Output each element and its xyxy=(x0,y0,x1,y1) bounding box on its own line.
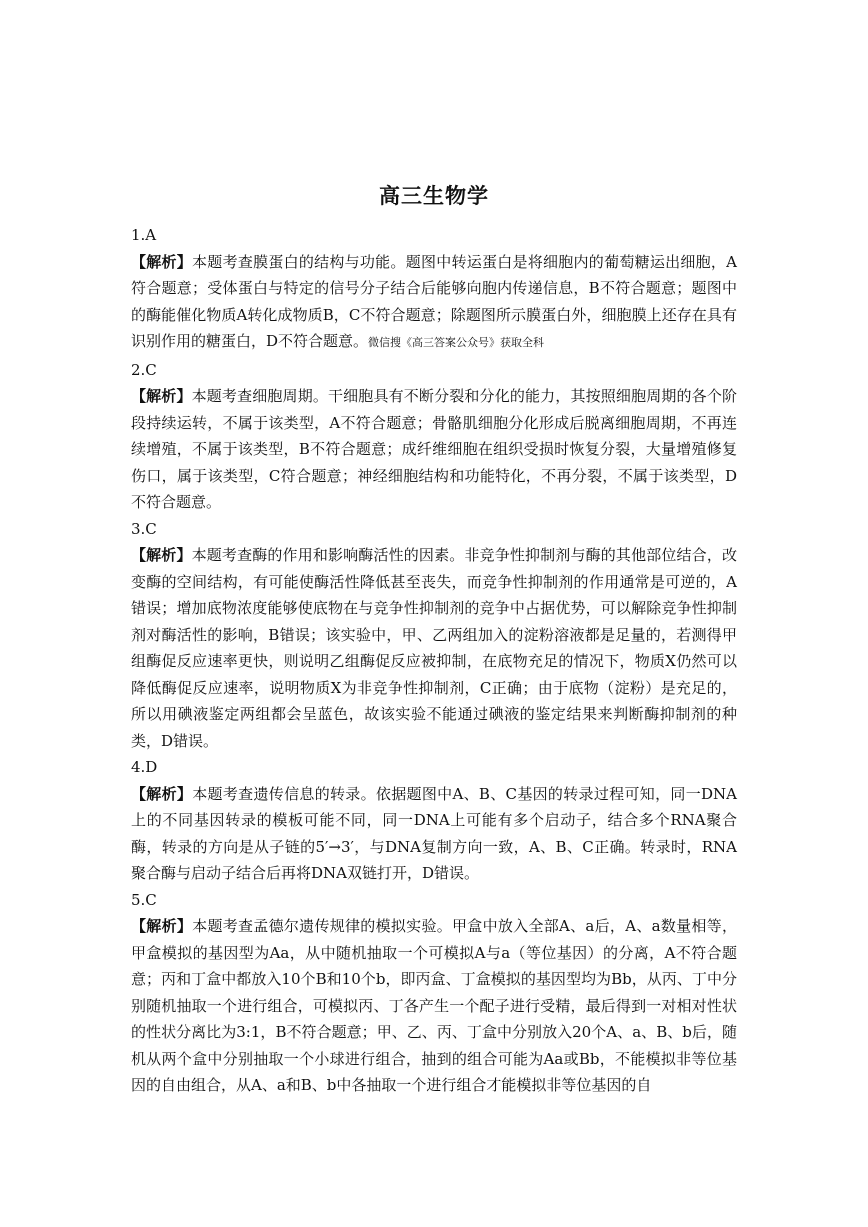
source-note: 微信搜《高三答案公众号》获取全科 xyxy=(368,336,545,349)
question-number: 4.D xyxy=(131,758,158,776)
question-number: 5.C xyxy=(131,890,157,909)
explanation-text: 本题考查酶的作用和影响酶活性的因素。非竞争性抑制剂与酶的其他部位结合，改变酶的空间结构，有可能使酶活性降低甚至丧失，而竞争性抑制剂的作用通常是可逆的，A错误；增加底物浓度能够使底物在与竞争性抑制剂的竞争中占据优势，可以解除竞争性抑制剂对酶活性的影响，B错误；该实验中，甲、乙两组加入的淀粉溶液都是足量的，若测得甲组酶促反应速率更快，则说明乙组酶促反应被抑制，在底物充足的情况下，物质X仍然可以降低酶促反应速率，说明物质X为非竞争性抑制剂，C正确；由于底物（淀粉）是充足的，所以用碘液鉴定两组都会呈蓝色，故该实验不能通过碘液的鉴定结果来判断酶抑制剂的种类，D错误。 xyxy=(131,546,737,750)
question-block-3 xyxy=(131,516,737,755)
explanation-text: 本题考查细胞周期。干细胞具有不断分裂和分化的能力，其按照细胞周期的各个阶段持续运转，不属于该类型，A不符合题意；骨骼肌细胞分化形成后脱离细胞周期，不再连续增殖，不属于该类型，B不符合题意；成纤维细胞在组织受损时恢复分裂，大量增殖修复伤口，属于该类型，C符合题意；神经细胞结构和功能特化，不再分裂，不属于该类型，D不符合题意。 xyxy=(131,387,737,511)
analysis-tag: 【解析】 xyxy=(131,387,192,405)
question-explanation xyxy=(131,249,737,357)
answer-content xyxy=(131,222,737,1099)
analysis-tag: 【解析】 xyxy=(131,784,193,803)
analysis-tag: 【解析】 xyxy=(131,252,193,271)
explanation-text: 本题考查膜蛋白的结构与功能。题图中转运蛋白是将细胞内的葡萄糖运出细胞，A符合题意；受体蛋白与特定的信号分子结合后能够向胞内传递信息，B不符合题意；题图中的酶能催化物质A转化成物质B，C不符合题意；除题图所示膜蛋白外，细胞膜上还存在具有识别作用的糖蛋白，D不符合题意。 xyxy=(131,252,737,350)
question-block-4 xyxy=(131,754,737,887)
question-explanation xyxy=(131,383,737,516)
question-number: 3.C xyxy=(131,519,157,538)
page-title: 高三生物学 xyxy=(379,184,489,208)
question-number: 2.C xyxy=(131,360,157,379)
question-explanation xyxy=(131,542,737,754)
explanation-text: 本题考查遗传信息的转录。依据题图中A、B、C基因的转录过程可知，同一DNA上的不同基因转录的模板可能不同，同一DNA上可能有多个启动子，结合多个RNA聚合酶，转录的方向是从子链的5′→3′，与DNA复制方向一致，A、B、C正确。转录时，RNA聚合酶与启动子结合后再将DNA双链打开，D错误。 xyxy=(131,784,737,882)
question-block-2 xyxy=(131,357,737,516)
question-explanation xyxy=(131,913,737,1099)
explanation-text: 本题考查孟德尔遗传规律的模拟实验。甲盒中放入全部A、a后，A、a数量相等，甲盒模拟的基因型为Aa，从中随机抽取一个可模拟A与a（等位基因）的分离，A不符合题意；丙和丁盒中都放入10个B和10个b，即丙盒、丁盒模拟的基因型均为Bb，从丙、丁中分别随机抽取一个进行组合，可模拟丙、丁各产生一个配子进行受精，最后得到一对相对性状的性状分离比为3:1，B不符合题意；甲、乙、丙、丁盒中分别放入20个A、a、B、b后，随机从两个盒中分别抽取一个小球进行组合，抽到的组合可能为Aa或Bb，不能模拟非等位基因的自由组合，从A、a和B、b中各抽取一个进行组合才能模拟非等位基因的自 xyxy=(131,917,737,1094)
question-block-1 xyxy=(131,222,737,357)
question-number: 1.A xyxy=(131,226,157,244)
question-block-5 xyxy=(131,887,737,1099)
question-explanation xyxy=(131,781,737,887)
analysis-tag: 【解析】 xyxy=(131,917,193,935)
analysis-tag: 【解析】 xyxy=(131,546,192,564)
